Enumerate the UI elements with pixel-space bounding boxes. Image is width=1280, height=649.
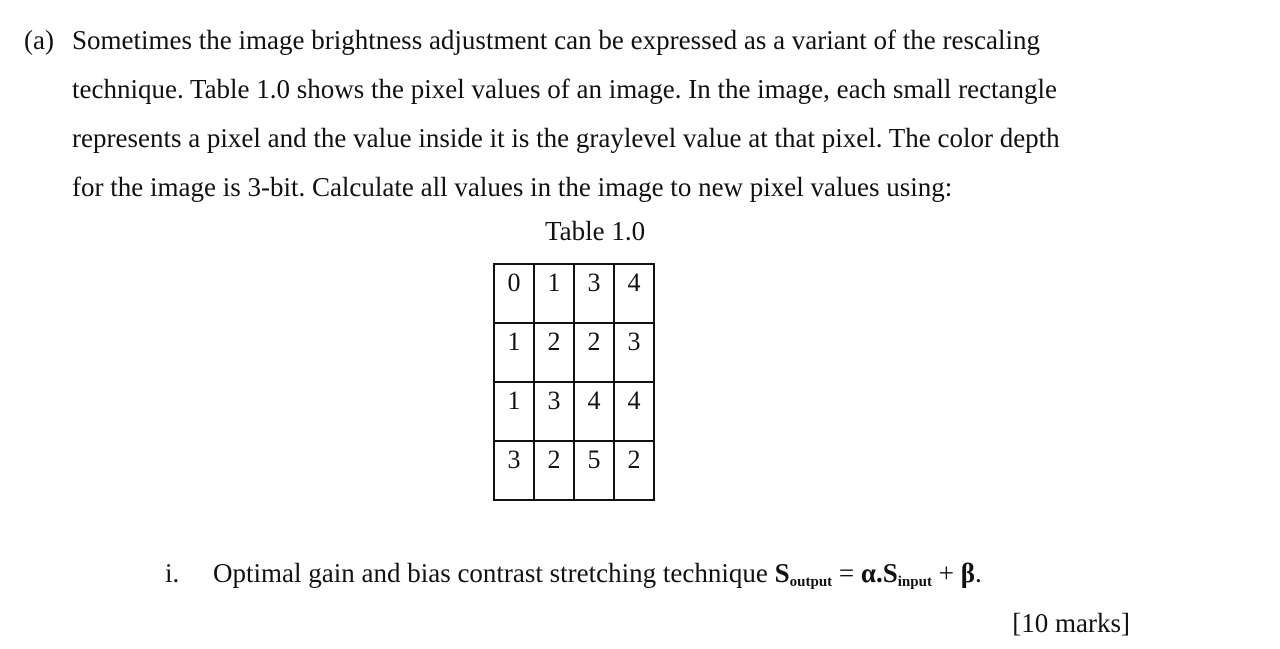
- question-line-3: represents a pixel and the value inside it is the graylevel value at that pixel. The color depth: [72, 123, 1060, 153]
- s-output-symbol: [775, 558, 833, 588]
- table-row: [494, 323, 654, 382]
- dot-operator: .: [875, 558, 883, 588]
- pixel-cell: 3: [614, 323, 654, 382]
- subquestion-description: Optimal gain and bias contrast stretching technique: [213, 558, 775, 588]
- pixel-cell: 1: [534, 264, 574, 323]
- plus-sign: +: [931, 558, 961, 588]
- pixel-cell: 3: [494, 441, 534, 500]
- s-input-symbol: [883, 558, 932, 588]
- pixel-cell: 5: [574, 441, 614, 500]
- pixel-cell: 4: [574, 382, 614, 441]
- s-output-subscript: output: [789, 574, 833, 590]
- question-line-4: for the image is 3-bit. Calculate all values in the image to new pixel values using:: [72, 172, 953, 202]
- beta-symbol: β: [960, 558, 975, 588]
- pixel-cell: 3: [574, 264, 614, 323]
- question-text: [72, 16, 1152, 212]
- s-input-base: S: [882, 558, 898, 588]
- marks-allocation: [10 marks]: [1012, 608, 1130, 638]
- table-row: [494, 441, 654, 500]
- pixel-cell: 1: [494, 323, 534, 382]
- subquestion-text: [213, 555, 982, 600]
- alpha-symbol: α: [860, 558, 876, 588]
- table-caption: Table 1.0: [545, 216, 646, 246]
- pixel-cell: 2: [574, 323, 614, 382]
- pixel-cell: 1: [494, 382, 534, 441]
- formula-period: .: [974, 558, 982, 588]
- equals-sign: =: [832, 558, 861, 588]
- table-row: [494, 264, 654, 323]
- pixel-cell: 2: [534, 323, 574, 382]
- s-input-subscript: input: [897, 574, 932, 590]
- s-output-base: S: [774, 558, 790, 588]
- pixel-cell: 2: [534, 441, 574, 500]
- table-row: [494, 382, 654, 441]
- pixel-cell: 2: [614, 441, 654, 500]
- subquestion-label: i.: [165, 558, 180, 588]
- pixel-cell: 0: [494, 264, 534, 323]
- question-label: (a): [24, 25, 54, 55]
- pixel-cell: 4: [614, 264, 654, 323]
- pixel-value-table: [493, 263, 655, 501]
- question-line-1: Sometimes the image brightness adjustment can be expressed as a variant of the rescaling: [72, 25, 1040, 55]
- question-line-2: technique. Table 1.0 shows the pixel values of an image. In the image, each small rectangle: [72, 74, 1058, 104]
- pixel-cell: 4: [614, 382, 654, 441]
- pixel-cell: 3: [534, 382, 574, 441]
